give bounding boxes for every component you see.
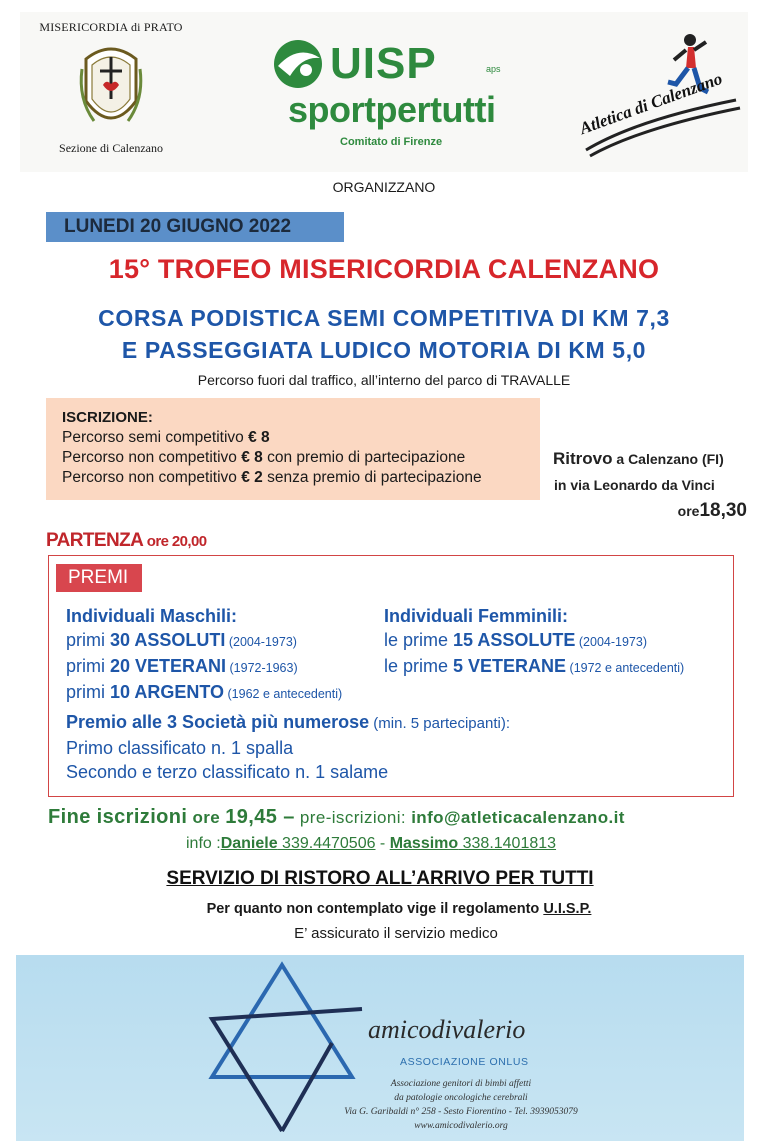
prize-row-years: (2004-1973) — [225, 635, 297, 649]
prize-row-years: (1972-1963) — [226, 661, 298, 675]
uisp-tagline: sportpertutti — [288, 89, 496, 130]
race-subtitle-2: E PASSEGGIATA LUDICO MOTORIA DI KM 5,0 — [121, 337, 647, 363]
misericordia-bottom-text: Sezione di Calenzano — [59, 141, 163, 155]
iscrizione-line — [62, 468, 540, 488]
event-date: LUNEDI 20 GIUGNO 2022 — [64, 216, 292, 237]
prize-row — [66, 680, 342, 706]
atletica-logo-text: Atletica di Calenzano — [577, 68, 725, 139]
fine-email-link[interactable]: info@atleticacalenzano.it — [411, 808, 625, 827]
partenza-time: 20,00 — [171, 533, 207, 550]
iscrizione-line-text: Percorso non competitivo — [62, 469, 242, 486]
regolamento-text: Per quanto non contemplato vige il regolamento — [206, 901, 544, 917]
atletica-logo — [576, 32, 746, 162]
event-date-badge — [46, 212, 344, 242]
contact-phone: 339.4470506 — [277, 835, 376, 852]
ritrovo-info — [553, 446, 749, 524]
ritrovo-label: Ritrovo — [553, 449, 613, 468]
prize-row-years: (1972 e antecedenti) — [566, 661, 685, 675]
contact-name: Daniele — [220, 835, 278, 852]
prize-row-category: 5 VETERANE — [453, 656, 567, 676]
partenza-line — [46, 530, 206, 552]
iscrizione-price: € 8 — [241, 449, 263, 466]
misericordia-logo — [26, 20, 196, 156]
uisp-emblem-icon — [268, 36, 330, 92]
iscrizione-line-suffix: senza premio di partecipazione — [262, 469, 482, 486]
prize-row-category: 20 VETERANI — [110, 656, 227, 676]
society-first: Primo classificato n. 1 spalla — [66, 738, 294, 758]
desc-line: da patologie oncologiche cerebrali — [394, 1093, 528, 1103]
servizio-medico: E’ assicurato il servizio medico — [294, 925, 498, 942]
ritrovo-time-prefix: ore — [677, 503, 700, 519]
society-heading: Premio alle 3 Società più numerose — [66, 712, 370, 732]
prize-row — [384, 654, 684, 680]
regolamento-line — [0, 901, 768, 917]
prize-row-pre: le prime — [384, 656, 454, 676]
servizio-ristoro: SERVIZIO DI RISTORO ALL’ARRIVO PER TUTTI — [166, 868, 594, 889]
contact-daniele[interactable] — [221, 835, 376, 852]
amicodivalerio-website-link[interactable]: www.amicodivalerio.org — [414, 1121, 508, 1131]
iscrizione-line — [62, 448, 540, 468]
prize-row-category: 30 ASSOLUTI — [110, 630, 226, 650]
contact-massimo[interactable] — [390, 835, 556, 852]
prize-row-pre: primi — [66, 630, 110, 650]
uisp-regolamento-link[interactable]: U.I.S.P. — [543, 901, 592, 917]
organizzano-label: ORGANIZZANO — [332, 179, 436, 195]
prize-row-pre: primi — [66, 682, 110, 702]
prize-row-category: 15 ASSOLUTE — [453, 630, 576, 650]
info-prefix: info : — [186, 835, 221, 852]
amicodivalerio-name: amicodivalerio — [368, 1015, 526, 1044]
prize-row-years: (2004-1973) — [575, 635, 647, 649]
fine-ore: ore — [187, 808, 226, 827]
ritrovo-place: a Calenzano (FI) — [612, 451, 724, 467]
prizes-female-heading: Individuali Femminili: — [384, 606, 569, 626]
ritrovo-street: in via Leonardo da Vinci — [554, 477, 715, 493]
desc-line: Associazione genitori di bimbi affetti — [390, 1079, 532, 1089]
contact-name: Massimo — [389, 835, 459, 852]
iscrizione-line-text: Percorso semi competitivo — [62, 429, 249, 446]
amicodivalerio-description — [326, 1077, 596, 1133]
amicodivalerio-banner — [16, 955, 744, 1141]
prize-row-pre: primi — [66, 656, 110, 676]
fine-time: 19,45 – — [225, 806, 295, 828]
prize-row — [66, 628, 342, 654]
iscrizione-line-suffix: con premio di partecipazione — [262, 449, 466, 466]
prize-row-pre: le prime — [384, 630, 454, 650]
desc-line: Via G. Garibaldi n° 258 - Sesto Fiorentino - Tel. 3939053079 — [344, 1107, 578, 1117]
misericordia-top-text: MISERICORDIA di PRATO — [39, 20, 183, 34]
iscrizione-box — [46, 398, 540, 500]
prizes-female-column — [384, 604, 684, 680]
info-contacts — [186, 835, 556, 853]
uisp-comitato: Comitato di Firenze — [340, 136, 443, 148]
iscrizione-line-text: Percorso non competitivo — [62, 449, 242, 466]
trophy-title: 15° TROFEO MISERICORDIA CALENZANO — [108, 254, 660, 284]
society-note: (min. 5 partecipanti): — [369, 715, 510, 732]
society-second: Secondo e terzo classificato n. 1 salame — [66, 762, 389, 782]
misericordia-crest-icon — [76, 39, 146, 139]
iscrizione-line — [62, 428, 540, 448]
iscrizione-price: € 2 — [241, 469, 263, 486]
prize-row — [66, 654, 342, 680]
prizes-male-heading: Individuali Maschili: — [66, 606, 238, 626]
ritrovo-time: 18,30 — [699, 500, 747, 521]
premi-tag: PREMI — [56, 564, 142, 592]
prize-row — [384, 628, 684, 654]
partenza-time-prefix: ore — [143, 533, 172, 550]
iscrizione-price: € 8 — [248, 429, 270, 446]
contact-phone: 338.1401813 — [458, 835, 557, 852]
fine-iscrizioni-line — [48, 806, 625, 829]
uisp-word: UISP — [330, 39, 437, 88]
prizes-male-column — [66, 604, 342, 706]
uisp-aps: aps — [486, 64, 501, 74]
partenza-label: PARTENZA — [46, 530, 144, 551]
race-subtitle-1: CORSA PODISTICA SEMI COMPETITIVA DI KM 7,3 — [98, 305, 670, 331]
prize-row-category: 10 ARGENTO — [110, 682, 225, 702]
info-separator: - — [375, 835, 390, 852]
amicodivalerio-assoc: ASSOCIAZIONE ONLUS — [400, 1056, 529, 1068]
prize-row-years: (1962 e antecedenti) — [224, 687, 343, 701]
fine-pre: pre-iscrizioni: — [294, 808, 412, 827]
society-prizes — [66, 710, 510, 784]
iscrizione-title: ISCRIZIONE: — [62, 409, 153, 426]
header-logos — [20, 12, 748, 172]
percorso-note: Percorso fuori dal traffico, all’interno del parco di TRAVALLE — [197, 372, 571, 388]
fine-label: Fine iscrizioni — [48, 806, 188, 828]
